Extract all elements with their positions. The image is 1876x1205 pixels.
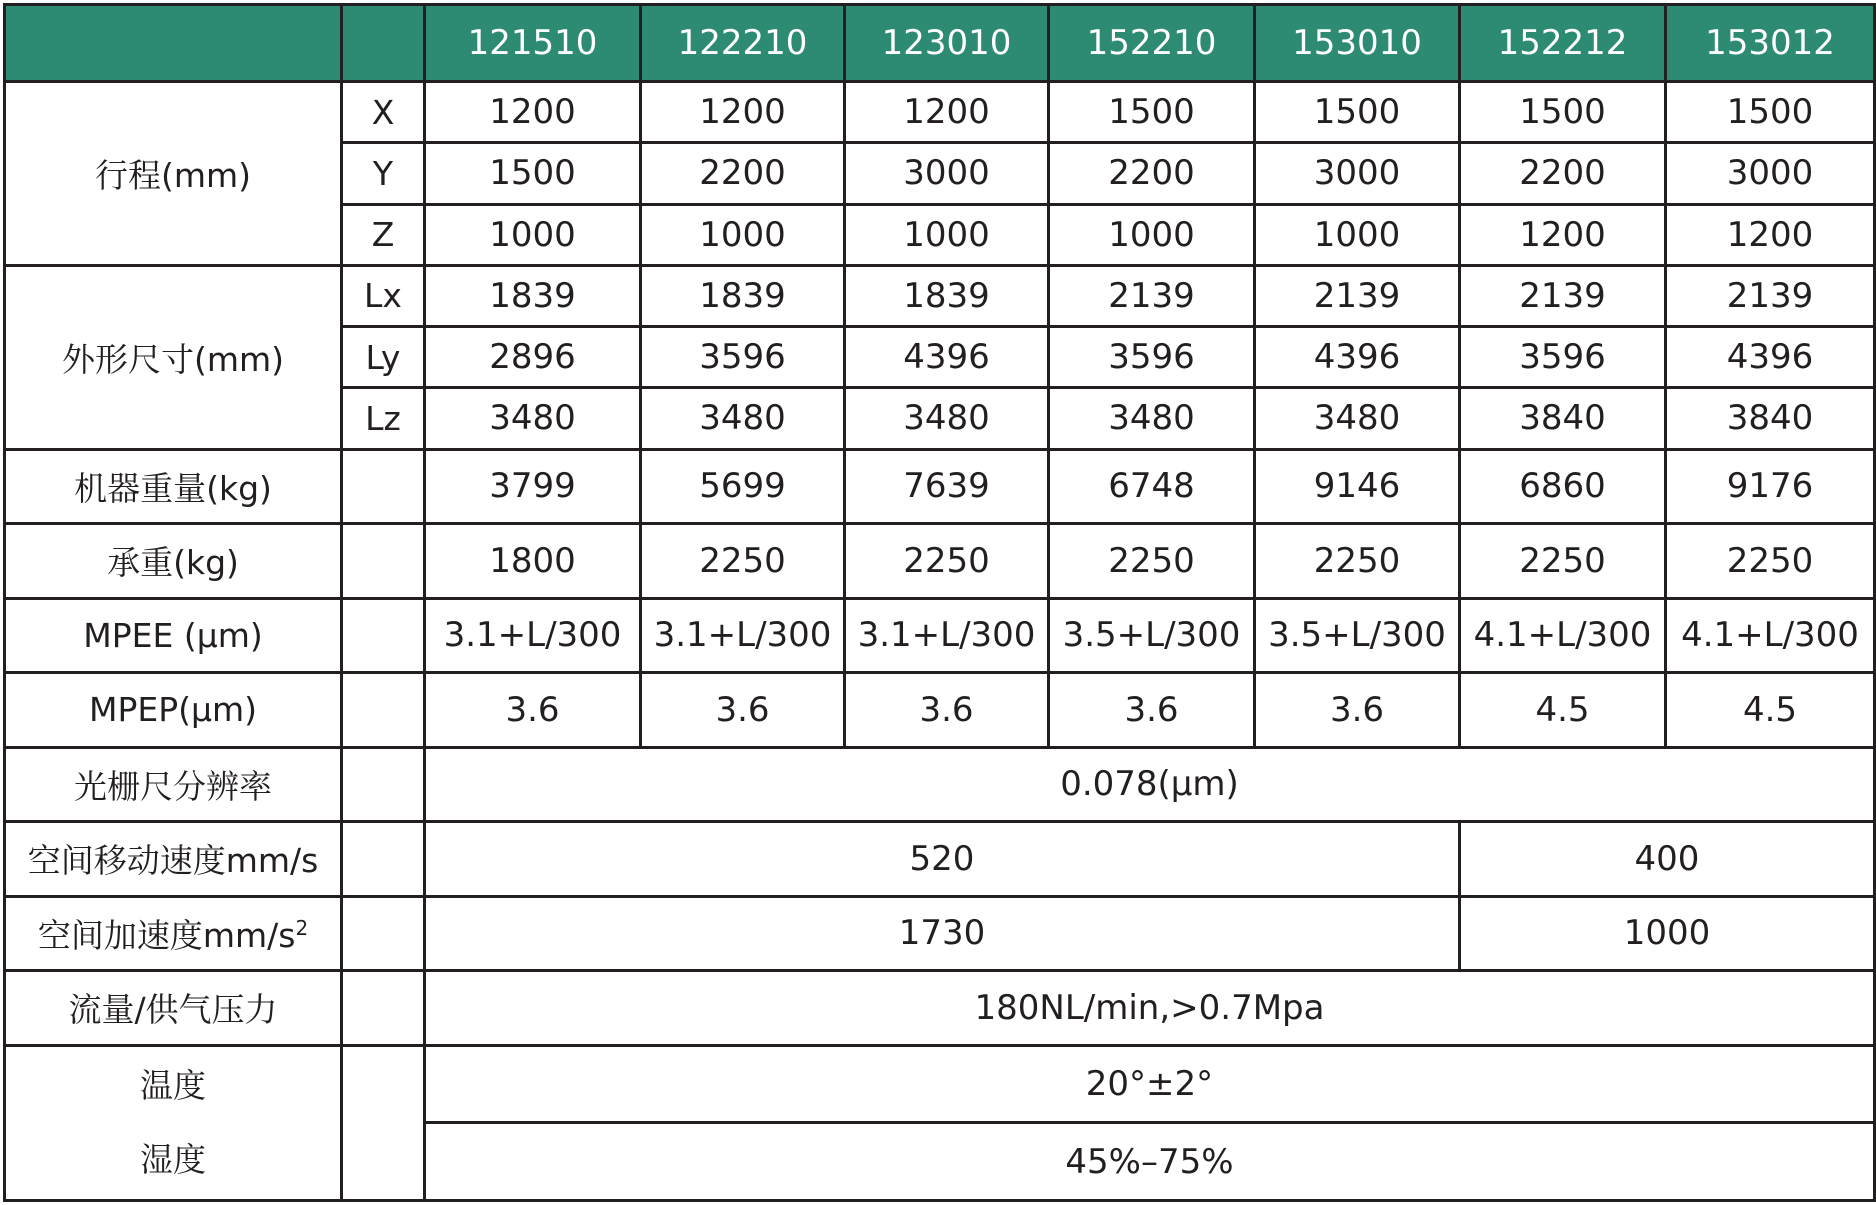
value-cell: 1000: [1255, 204, 1460, 265]
value-cell: 4.1+L/300: [1666, 598, 1875, 673]
value-cell: 4.5: [1666, 673, 1875, 748]
table-row: [5, 747, 1875, 822]
speed-value-a: 520: [425, 822, 1460, 897]
weight-label: 机器重量(kg): [5, 449, 342, 524]
air-label: 流量/供气压力: [5, 971, 342, 1046]
axis-label: X: [342, 82, 425, 143]
value-cell: 4396: [1666, 327, 1875, 388]
value-cell: 3.1+L/300: [425, 598, 641, 673]
value-cell: 2250: [1666, 524, 1875, 599]
value-cell: 1200: [1666, 204, 1875, 265]
value-cell: 2250: [641, 524, 845, 599]
value-cell: 2250: [1460, 524, 1666, 599]
value-cell: 2250: [1049, 524, 1255, 599]
value-cell: 1000: [1049, 204, 1255, 265]
value-cell: 2200: [641, 143, 845, 204]
value-cell: 3.6: [425, 673, 641, 748]
table-body: [5, 82, 1875, 1201]
accel-label-sup: 2: [295, 915, 309, 940]
value-cell: 2139: [1255, 265, 1460, 326]
value-cell: 3.6: [845, 673, 1049, 748]
value-cell: 9146: [1255, 449, 1460, 524]
value-cell: 1839: [641, 265, 845, 326]
temperature-label: 温度: [140, 1065, 206, 1105]
value-cell: 3.6: [641, 673, 845, 748]
value-cell: 3000: [1666, 143, 1875, 204]
value-cell: 2250: [1255, 524, 1460, 599]
value-cell: 3.6: [1255, 673, 1460, 748]
value-cell: 2896: [425, 327, 641, 388]
value-cell: 3.5+L/300: [1049, 598, 1255, 673]
value-cell: 1839: [425, 265, 641, 326]
value-cell: 3596: [1460, 327, 1666, 388]
load-label: 承重(kg): [5, 524, 342, 599]
value-cell: 1839: [845, 265, 1049, 326]
value-cell: 5699: [641, 449, 845, 524]
value-cell: 3480: [425, 388, 641, 449]
axis-label: Lx: [342, 265, 425, 326]
value-cell: 4396: [1255, 327, 1460, 388]
model-header: 123010: [845, 5, 1049, 82]
value-cell: 1000: [845, 204, 1049, 265]
axis-empty-cell: [342, 449, 425, 524]
value-cell: 2139: [1049, 265, 1255, 326]
value-cell: 3596: [641, 327, 845, 388]
value-cell: 6748: [1049, 449, 1255, 524]
value-cell: 1200: [425, 82, 641, 143]
value-cell: 6860: [1460, 449, 1666, 524]
model-header: 153012: [1666, 5, 1875, 82]
axis-empty-cell: [342, 822, 425, 897]
value-cell: 1200: [845, 82, 1049, 143]
model-header: 122210: [641, 5, 845, 82]
value-cell: 1500: [1666, 82, 1875, 143]
value-cell: 7639: [845, 449, 1049, 524]
model-header: 121510: [425, 5, 641, 82]
value-cell: 2139: [1460, 265, 1666, 326]
model-header: 152210: [1049, 5, 1255, 82]
axis-label: Z: [342, 204, 425, 265]
dimensions-label: 外形尺寸(mm): [5, 265, 342, 449]
accel-value-a: 1730: [425, 896, 1460, 971]
axis-empty-cell: [342, 673, 425, 748]
model-header: 152212: [1460, 5, 1666, 82]
air-value: 180NL/min,>0.7Mpa: [425, 971, 1875, 1046]
value-cell: 1500: [1460, 82, 1666, 143]
value-cell: 3840: [1460, 388, 1666, 449]
table-row: [5, 449, 1875, 524]
table-row: [5, 896, 1875, 971]
model-header: 153010: [1255, 5, 1460, 82]
header-corner-cell: [5, 5, 342, 82]
axis-label: Y: [342, 143, 425, 204]
speed-value-b: 400: [1460, 822, 1875, 897]
axis-empty-cell: [342, 747, 425, 822]
axis-empty-cell: [342, 1045, 425, 1200]
table-header: [5, 5, 1875, 82]
table-row: [5, 971, 1875, 1046]
value-cell: 1500: [1255, 82, 1460, 143]
environment-label: [5, 1045, 342, 1200]
value-cell: 1000: [425, 204, 641, 265]
value-cell: 4396: [845, 327, 1049, 388]
value-cell: 9176: [1666, 449, 1875, 524]
humidity-label: 湿度: [140, 1139, 206, 1179]
accel-label: [5, 896, 342, 971]
accel-value-b: 1000: [1460, 896, 1875, 971]
grating-label: 光栅尺分辨率: [5, 747, 342, 822]
table-row: [5, 822, 1875, 897]
axis-empty-cell: [342, 524, 425, 599]
value-cell: 2200: [1049, 143, 1255, 204]
value-cell: 3480: [1255, 388, 1460, 449]
header-row: [5, 5, 1875, 82]
value-cell: 3596: [1049, 327, 1255, 388]
value-cell: 4.1+L/300: [1460, 598, 1666, 673]
value-cell: 3.6: [1049, 673, 1255, 748]
humidity-value: 45%–75%: [425, 1123, 1875, 1201]
value-cell: 1500: [1049, 82, 1255, 143]
table-row: [5, 524, 1875, 599]
value-cell: 1000: [641, 204, 845, 265]
value-cell: 3000: [845, 143, 1049, 204]
value-cell: 3799: [425, 449, 641, 524]
spec-table: [3, 3, 1876, 1202]
axis-empty-cell: [342, 896, 425, 971]
value-cell: 3000: [1255, 143, 1460, 204]
value-cell: 3.5+L/300: [1255, 598, 1460, 673]
axis-empty-cell: [342, 971, 425, 1046]
axis-label: Lz: [342, 388, 425, 449]
header-axis-cell: [342, 5, 425, 82]
value-cell: 1500: [425, 143, 641, 204]
value-cell: 1200: [1460, 204, 1666, 265]
value-cell: 2200: [1460, 143, 1666, 204]
value-cell: 3480: [641, 388, 845, 449]
mpee-label: MPEE (μm): [5, 598, 342, 673]
table-row: [5, 82, 1875, 143]
table-row: [5, 265, 1875, 326]
value-cell: 3480: [845, 388, 1049, 449]
table-row: [5, 598, 1875, 673]
value-cell: 1800: [425, 524, 641, 599]
table-row: [5, 673, 1875, 748]
value-cell: 3480: [1049, 388, 1255, 449]
accel-label-main: 空间加速度mm/s: [37, 915, 296, 955]
mpep-label: MPEP(μm): [5, 673, 342, 748]
value-cell: 3.1+L/300: [845, 598, 1049, 673]
axis-empty-cell: [342, 598, 425, 673]
value-cell: 3.1+L/300: [641, 598, 845, 673]
value-cell: 1200: [641, 82, 845, 143]
table-row: [5, 1045, 1875, 1123]
value-cell: 2139: [1666, 265, 1875, 326]
axis-label: Ly: [342, 327, 425, 388]
stroke-label: 行程(mm): [5, 82, 342, 266]
speed-label: 空间移动速度mm/s: [5, 822, 342, 897]
value-cell: 4.5: [1460, 673, 1666, 748]
value-cell: 3840: [1666, 388, 1875, 449]
grating-value: 0.078(μm): [425, 747, 1875, 822]
temperature-value: 20°±2°: [425, 1045, 1875, 1123]
value-cell: 2250: [845, 524, 1049, 599]
